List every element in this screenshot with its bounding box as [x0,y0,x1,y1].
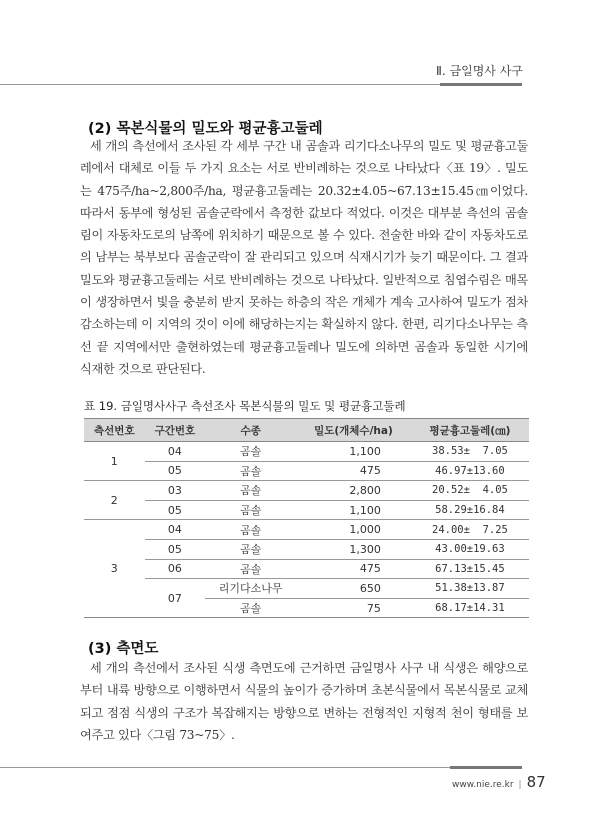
density: 475 [296,461,411,481]
col-header-section: 구간번호 [145,419,206,442]
species: 곰솔 [205,598,296,618]
section-number: 04 [145,442,206,462]
density: 1,000 [296,520,411,540]
header-rule-accent [440,83,522,86]
section-number: 07 [145,579,206,618]
dbh: 51.38±13.87 [411,579,529,599]
footer-separator: | [518,780,522,790]
dbh: 58.29±16.84 [411,500,529,520]
footer-rule-accent [450,766,522,769]
section-number: 05 [145,461,206,481]
density: 1,300 [296,539,411,559]
dbh: 38.53± 7.05 [411,442,529,462]
section-3-title: (3) 측면도 [88,641,159,657]
section-2-title: (2) 목본식물의 밀도와 평균흉고둘레 [88,121,323,137]
table-row [84,481,529,501]
col-header-dbh: 평균흉고둘레(㎝) [411,419,529,442]
species: 곰솔 [205,461,296,481]
header-rule [0,84,440,85]
table-row [84,579,529,599]
table-row [84,442,529,462]
footer-rule [0,767,450,768]
density: 650 [296,579,411,599]
dbh: 67.13±15.45 [411,559,529,579]
density: 1,100 [296,500,411,520]
table-row [84,500,529,520]
density-table [84,418,529,618]
density: 1,100 [296,442,411,462]
species: 곰솔 [205,539,296,559]
section-number: 05 [145,500,206,520]
col-header-density: 밀도(개체수/ha) [296,419,411,442]
species: 리기다소나무 [205,579,296,599]
chapter-header: Ⅱ. 금일명사 사구 [436,64,523,78]
species: 곰솔 [205,481,296,501]
species: 곰솔 [205,500,296,520]
species: 곰솔 [205,442,296,462]
table-caption: 표 19. 금일명사사구 측선조사 목본식물의 밀도 및 평균흉고둘레 [84,399,406,413]
table-row [84,539,529,559]
page-number: 87 [526,773,546,791]
line-number: 2 [84,481,145,520]
species: 곰솔 [205,559,296,579]
density: 75 [296,598,411,618]
dbh: 43.00±19.63 [411,539,529,559]
col-header-line: 측선번호 [84,419,145,442]
section-number: 03 [145,481,206,501]
density: 475 [296,559,411,579]
line-number: 3 [84,520,145,618]
dbh: 24.00± 7.25 [411,520,529,540]
section-number: 06 [145,559,206,579]
density: 2,800 [296,481,411,501]
dbh: 68.17±14.31 [411,598,529,618]
line-number: 1 [84,442,145,481]
section-3-body: 세 개의 측선에서 조사된 식생 측면도에 근거하면 금일명사 사구 내 식생은 해양으로부터 내륙 방향으로 이행하면서 식물의 높이가 증가하며 초본식물에서 목본식물로 교체되고 점점 식생의 구조가 복잡해지는 방향으로 변하는 전형적인 지형적 천이 형태를 보여주고 있다〈그림 73~75〉. [80,661,528,742]
section-number: 04 [145,520,206,540]
dbh: 20.52± 4.05 [411,481,529,501]
dbh: 46.97±13.60 [411,461,529,481]
col-header-species: 수종 [205,419,296,442]
section-number: 05 [145,539,206,559]
table-row [84,559,529,579]
section-2-body: 세 개의 측선에서 조사된 각 세부 구간 내 곰솔과 리기다소나무의 밀도 및 평균흉고둘레에서 대체로 이들 두 가지 요소는 서로 반비례하는 것으로 나타났다〈표 19〉. 밀도는 475주/ha~2,800주/ha, 평균흉고둘레는 20.32±4.05~67.13±15.45㎝이었다. 따라서 동부에 형성된 곰솔군락에서 측정한 값보다 적었다. 이것은 대부분 측선의 곰솔림이 자동차도로의 남쪽에 위치하기 때문으로 볼 수 있다. 전술한 바와 같이 자동차도로의 남부는 북부보다 곰솔군락이 잘 관리되고 있으며 식재시기가 늦기 때문이다. 그 결과 밀도와 평균흉고둘레는 서로 반비례하는 것으로 나타났다. 일반적으로 침엽수림은 매목이 생장하면서 빛을 충분히 받지 못하는 하층의 작은 개체가 계속 고사하여 밀도가 점차 감소하는데 이 지역의 것이 이에 해당하는지는 확실하지 않다. 한편, 리기다소나무는 측선 끝 지역에서만 출현하였는데 평균흉고둘레나 밀도에 의하면 곰솔과 동일한 시기에 식재한 것으로 판단된다. [80,139,528,376]
table-row [84,461,529,481]
footer-url: www.nie.re.kr [452,780,514,790]
table-row [84,520,529,540]
species: 곰솔 [205,520,296,540]
footer [452,773,546,791]
